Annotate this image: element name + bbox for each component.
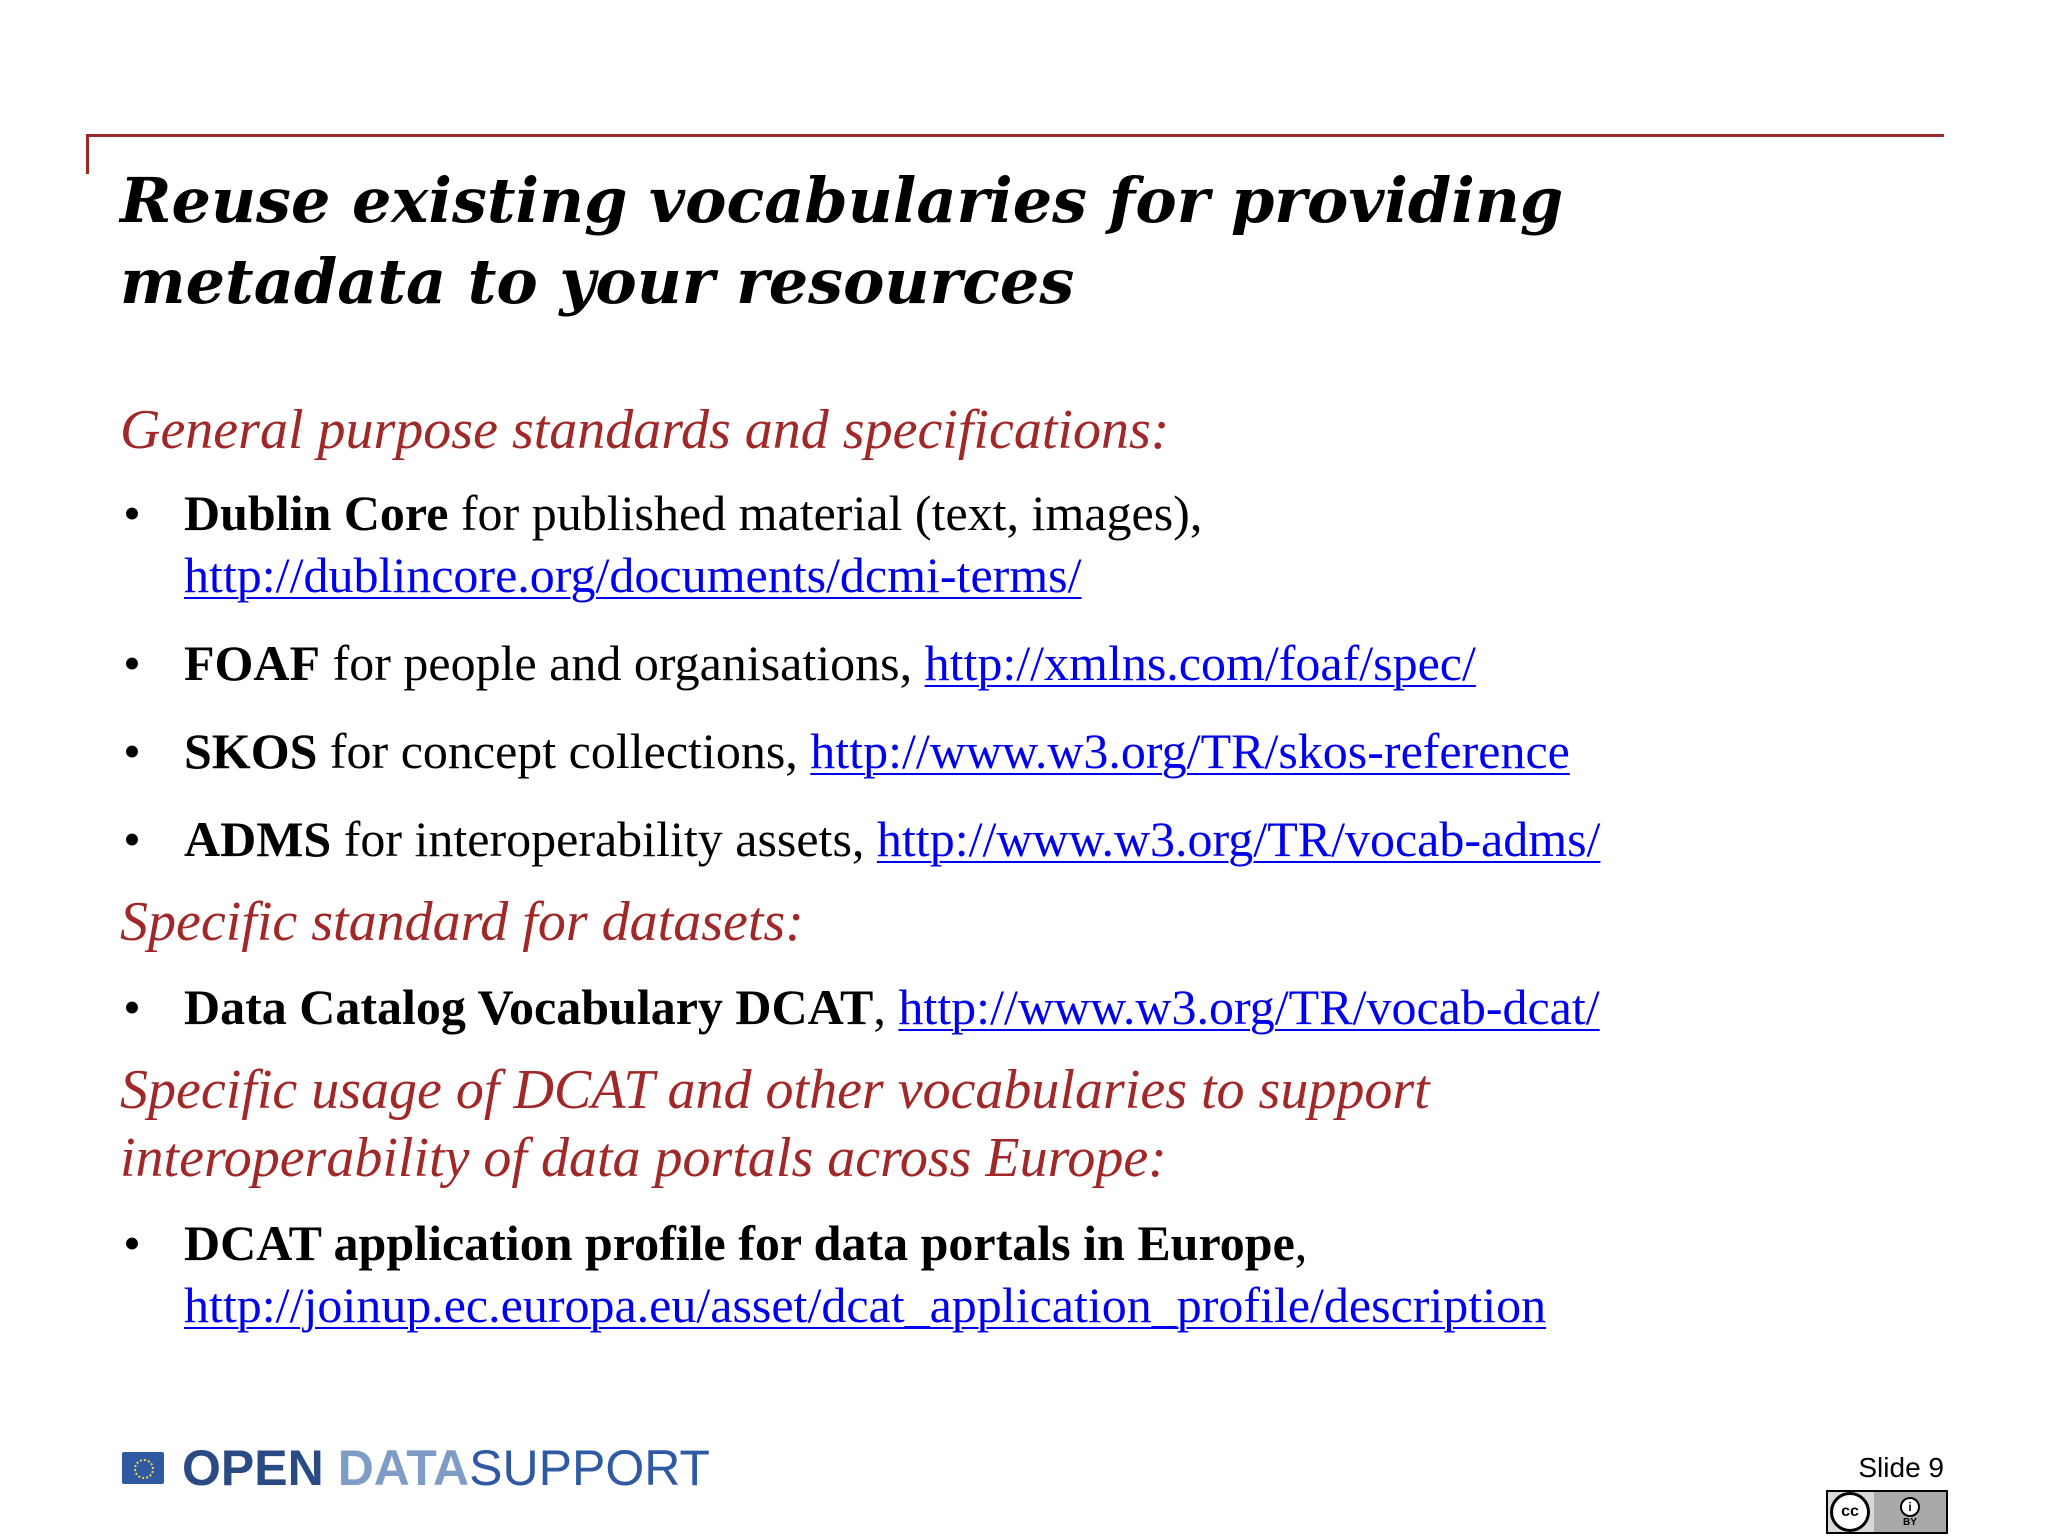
term-skos: SKOS [184,723,318,779]
slide-title-line-2: metadata to your resources [120,245,1075,318]
section-heading-dcat-usage [120,1056,2000,1192]
section-heading-datasets: Specific standard for datasets: [120,891,804,953]
cc-by-license-badge[interactable] [1826,1490,1948,1534]
link-dcat[interactable]: http://www.w3.org/TR/vocab-dcat/ [898,979,1600,1035]
list-item-adms [120,808,2000,870]
logo-text-support: SUPPORT [469,1440,710,1496]
desc-skos: for concept collections, [317,723,811,779]
section-heading-dcat-usage-line-2: interoperability of data portals across Europe: [120,1127,1167,1189]
list-item-skos [120,720,2000,782]
slide-title-line-1: Reuse existing vocabularies for providing [120,164,1564,237]
list-general-standards [120,482,2000,870]
term-foaf: FOAF [184,635,321,691]
list-dcat-profiles [120,1212,2000,1336]
list-item-dcat-ap [120,1212,2000,1336]
desc-dcat: , [873,979,899,1035]
open-data-support-logo [122,1442,710,1494]
bullet-icon: • [123,811,141,867]
cc-icon: cc [1830,1492,1870,1532]
desc-dcat-ap: , [1294,1215,1308,1271]
desc-foaf: for people and organisations, [320,635,925,691]
slide-content [120,396,2000,1336]
bullet-icon: • [123,635,141,691]
bullet-icon: • [123,1215,141,1271]
term-dcat: Data Catalog Vocabulary DCAT [184,979,874,1035]
desc-adms: for interoperability assets, [331,811,877,867]
section-heading-dcat-usage-line-1: Specific usage of DCAT and other vocabularies to support [120,1059,1430,1121]
list-item-dublin-core [120,482,2000,606]
person-icon: i [1900,1497,1920,1517]
by-part [1874,1492,1946,1532]
title-rule-tick [86,134,89,174]
term-adms: ADMS [184,811,332,867]
logo-text-open: OPEN [182,1440,324,1496]
bullet-icon: • [123,979,141,1035]
link-dublin-core[interactable]: http://dublincore.org/documents/dcmi-terms/ [184,547,1082,603]
link-foaf[interactable]: http://xmlns.com/foaf/spec/ [924,635,1476,691]
link-adms[interactable]: http://www.w3.org/TR/vocab-adms/ [876,811,1601,867]
list-item-foaf [120,632,2000,694]
section-heading-general: General purpose standards and specifications: [120,399,1170,461]
title-rule [86,134,1944,137]
desc-dublin-core: for published material (text, images), [448,485,1203,541]
term-dublin-core: Dublin Core [184,485,449,541]
slide-title [120,160,1880,322]
eu-flag-icon [122,1452,164,1484]
term-dcat-ap: DCAT application profile for data portals in Europe [184,1215,1295,1271]
bullet-icon: • [123,723,141,779]
bullet-icon: • [123,485,141,541]
by-label: BY [1903,1516,1917,1528]
list-item-dcat [120,976,2000,1038]
slide-number: Slide 9 [1858,1452,1944,1483]
link-dcat-ap[interactable]: http://joinup.ec.europa.eu/asset/dcat_application_profile/description [184,1277,1547,1333]
link-skos[interactable]: http://www.w3.org/TR/skos-reference [810,723,1570,779]
list-dataset-standards [120,976,2000,1038]
logo-text-data: DATA [337,1440,470,1496]
